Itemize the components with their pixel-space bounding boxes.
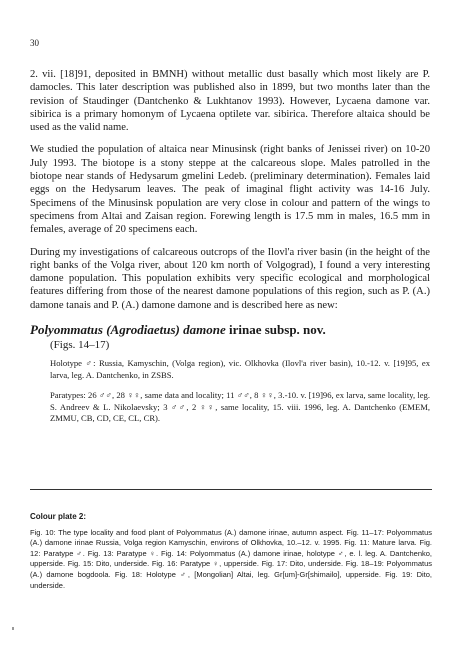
paratypes-text: Paratypes: 26 ♂♂, 28 ♀♀, same data and locality; 11 ♂♂, 8 ♀♀, 3.-10. v. [19]96, ex larva, same locality, leg. S. Andreev & L. Nikolaevsky; 3 ♂♂, 2 ♀♀, same locality, 15. viii. 1996, leg. A. Dantchenko (EMEM, ZMMU, CB, CD, CE, CL, CR). — [50, 390, 430, 424]
scan-mark — [12, 627, 14, 630]
caption-title: Colour plate 2: — [30, 512, 87, 521]
taxon-status: subsp. nov. — [261, 322, 326, 338]
figure-reference: (Figs. 14–17) — [50, 339, 110, 352]
paragraph: We studied the population of altaica near Minusinsk (right banks of Jenissei river) on 10-20 July 1993. The biotope is a stony steppe at the calcareous slope. Males patrolled in the biotope near stands of Hedysarum gmelini Ledeb. (preliminary determination). Females laid eggs on the Hedysarum leaves. The peak of imaginal flight activity was 14-16 July. Specimens of the Minusinsk population are very close in colour and pattern of the wings to specimens from Altai and Zaisan region. Forewing length is 17.5 mm in males, 16.5 mm in females, average of 20 specimens each. — [30, 144, 430, 236]
main-text — [30, 68, 430, 434]
page-number: 30 — [30, 38, 39, 48]
holotype-text: Holotype ♂: Russia, Kamyschin, (Volga region), vic. Olkhovka (Ilovl'a river basin), 10.-12. v. [19]95, ex larva, leg. A. Dantchenko, in ZSBS. — [50, 358, 430, 380]
taxon-name: Polyommatus (Agrodiaetus) damone — [30, 322, 229, 338]
plate-caption — [30, 512, 432, 591]
taxon-subspecies: irinae — [228, 322, 262, 338]
caption-text: Fig. 10: The type locality and food plant of Polyommatus (A.) damone irinae, autumn aspect. Fig. 11–17: Polyommatus (A.) damone irinae Russia, Volga region Kamyschin, environs of Olkhovka, 10.–12. v. 1995. Fig. 11: Mature larva. Fig. 12: Paratype ♂. Fig. 13: Paratype ♀. Fig. 14: Polyommatus (A.) damone irinae, holotype ♂, e. l. leg. A. Dantchenko, upperside. Fig. 15: Dito, underside. Fig. 16: Paratype ♀, upperside. Fig. 17: Dito, underside. Fig. 18–19: Polyommatus (A.) damone bogdoola. Fig. 18: Holotype ♂, [Mongolian] Altai, leg. Gr[um]-Gr[shimailo], upperside. Fig. 19: Dito, underside. — [30, 527, 432, 590]
divider — [30, 489, 432, 490]
paragraph: During my investigations of calcareous outcrops of the Ilovl'a river basin (in the height of the right banks of the Volga river, about 120 km north of Volgograd), I found a very interesting damone population. This population exhibits very specific ecological and morphological features differing from those of the nearest damone populations of this region, such as P. (A.) damone tanais and P. (A.) damone damone and is described here as new: — [30, 246, 430, 311]
paragraph: 2. vii. [18]91, deposited in BMNH) without metallic dust basally which most likely are P. damocles. This later description was published also in 1899, but two months later than the revision of Staudinger (Dantchenko & Lukhtanov 1993). However, Lycaena damone var. sibirica is a primary homonym of Lycaena optilete var. sibirica. Therefore altaica should be used as the valid name. — [30, 69, 430, 134]
taxon-heading — [30, 322, 430, 338]
